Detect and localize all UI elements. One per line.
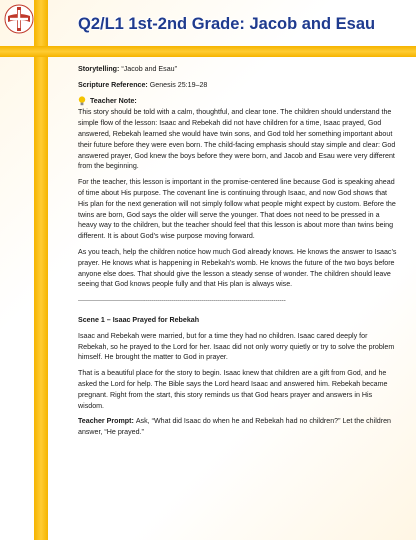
teacher-prompt-text: Ask, “What did Isaac do when he and Rebekah had no children?” Let the children answer, “He prayed.” <box>78 417 391 437</box>
lightbulb-icon <box>78 96 86 106</box>
cross-vertical-bar <box>34 0 48 540</box>
lesson-content <box>78 64 398 443</box>
teacher-note-label: Teacher Note: <box>90 96 137 105</box>
scripture-label: Scripture Reference: <box>78 80 150 89</box>
cross-horizontal-bar <box>0 46 416 57</box>
paragraph: This story should be told with a calm, thoughtful, and clear tone. The children should understand the simple flow of the lesson: Isaac and Rebekah did not have children for a time, Isaac prayed, God answered, Rebekah learned she would have twin sons, and God told her something important about their future before they were even born. The child-facing emphasis should stay simple and clear: God answered prayer, God knew the boys before they were born, and Jacob and Esau were very different from the beginning. <box>78 108 396 171</box>
church-cross-logo <box>4 4 34 34</box>
storytelling-label: Storytelling: <box>78 65 122 73</box>
paragraph: As you teach, help the children notice how much God already knows. He knows the answer to Isaac’s prayer. He knows what is happening in Rebekah’s womb. He knows the future of the two boys before anyone else does. That should give the lesson a steady sense of wonder. The children should leave seeing that God knows people fully and that His plan is always wise. <box>78 247 397 289</box>
scene-paragraph: Isaac and Rebekah were married, but for a time they had no children. Isaac cared deeply for Rebekah, so he prayed to the Lord for her. Isaac did not only worry quietly or try to solve the problem himself. He brought the matter to God in prayer. <box>78 331 395 362</box>
scripture-line <box>78 80 398 91</box>
scene-paragraph: That is a beautiful place for the story to begin. Isaac knew that children are a gift from God, and he asked the Lord for help. The Bible says the Lord heard Isaac and answered him. Rebekah became pregnant. Right from the start, this story reminds us that God hears prayer and answers in His wisdom. <box>78 369 388 410</box>
teacher-prompt-label: Teacher Prompt: <box>78 417 136 426</box>
scripture-value: Genesis 25:19–28 <box>149 80 208 89</box>
paragraph: For the teacher, this lesson is important in the promise-centered line because God is speaking ahead of time about His purpose. The covenant line is continuing through Isaac, and now God shows that His plan for the next generation will not simply follow what people might expect by custom. Before the twins are born, God says the older will serve the younger. That does not need to be pressed in a heavy way to the children, but the teacher should feel that this lesson is about more than twins being different. It is about God’s wise purpose moving forward. <box>78 178 396 241</box>
page-title: Q2/L1 1st-2nd Grade: Jacob and Esau <box>78 15 376 33</box>
section-divider: -------------------------------------------------------------------------------------------------------- <box>78 298 286 305</box>
storytelling-value: “Jacob and Esau” <box>121 65 177 73</box>
scene-heading: Scene 1 – Isaac Prayed for Rebekah <box>78 315 200 324</box>
storytelling-line <box>78 64 398 75</box>
teacher-prompt <box>78 416 398 438</box>
teacher-note-heading <box>78 96 398 107</box>
